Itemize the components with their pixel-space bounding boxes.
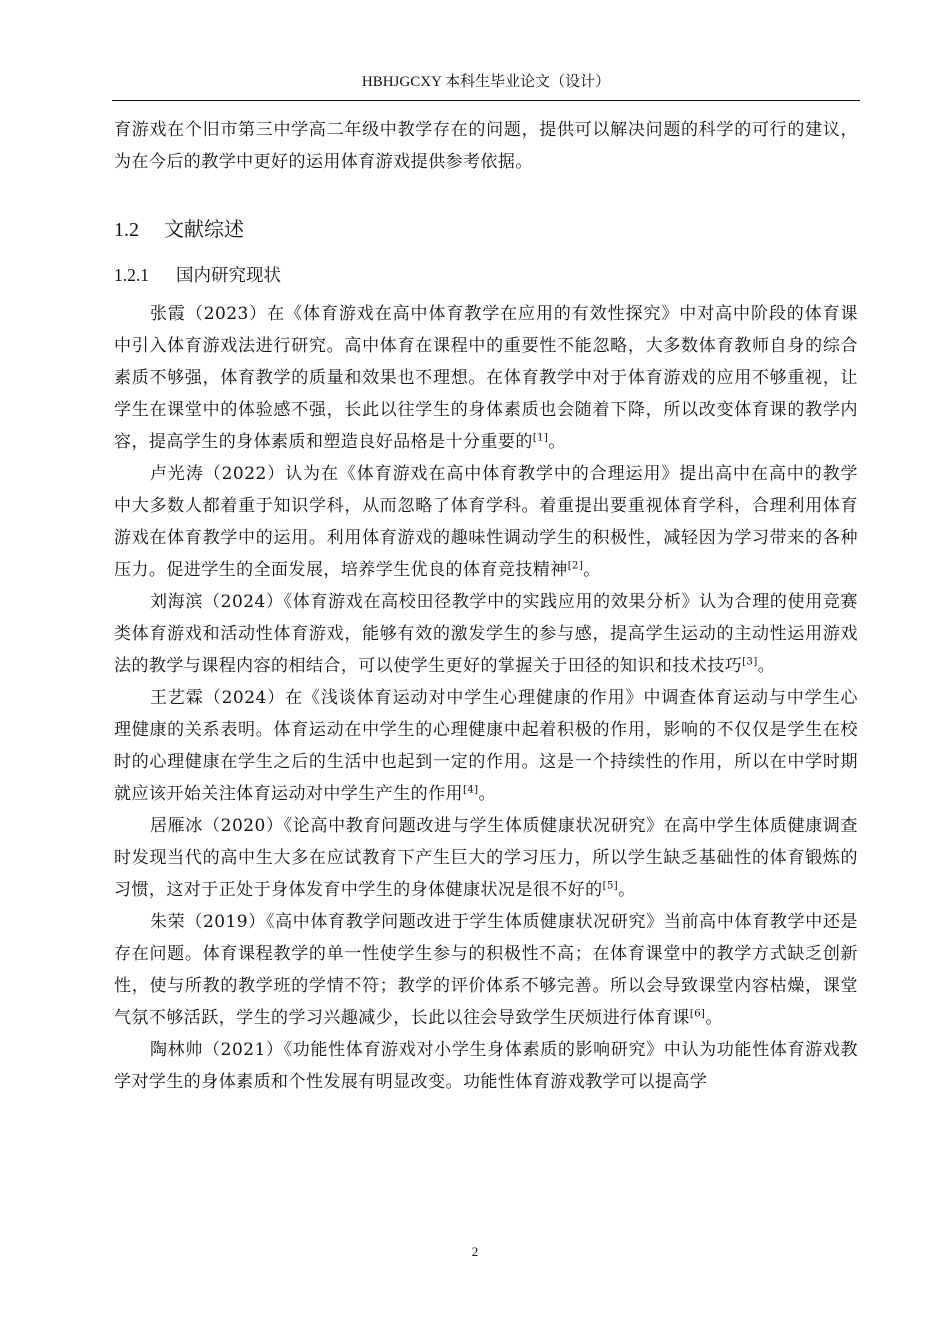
- paragraph-wang-yilin: [114, 682, 858, 810]
- page-body: [114, 114, 858, 1098]
- paragraph-ju-yanbing: [114, 810, 858, 906]
- paragraph-zhang-xia: [114, 298, 858, 458]
- subsection-heading: [114, 256, 858, 294]
- paragraph-lu-guangtao: [114, 458, 858, 586]
- subsection-number: 1.2.1: [114, 265, 149, 285]
- intro-paragraph: 育游戏在个旧市第三中学高二年级中教学存在的问题，提供可以解决问题的科学的可行的建议，为在今后的教学中更好的运用体育游戏提供参考依据。: [114, 120, 858, 172]
- citation-ref: [4]: [463, 784, 479, 796]
- section-number: 1.2: [114, 219, 139, 241]
- paragraph-text: 刘海滨（2024）《体育游戏在高校田径教学中的实践应用的效果分析》认为合理的使用竞赛类体育游戏和活动性体育游戏，能够有效的激发学生的参与感，提高学生运动的主动性运用游戏法的教学与课程内容的相结合，可以使学生更好的掌握关于田径的知识和技术技巧: [114, 592, 858, 676]
- running-header: HBHJGCXY 本科生毕业论文（设计）: [361, 74, 611, 90]
- citation-ref: [6]: [689, 1008, 706, 1020]
- citation-ref: [2]: [567, 560, 584, 572]
- paragraph-end: 。: [478, 784, 496, 804]
- paragraph-liu-haibin: [114, 586, 858, 682]
- paragraph-text: 居雁冰（2020）《论高中教育问题改进与学生体质健康状况研究》在高中学生体质健康调查时发现当代的高中生大多在应试教育下产生巨大的学习压力，所以学生缺乏基础性的体育锻炼的习惯，这对于正处于身体发育中学生的身体健康状况是很不好的: [114, 816, 858, 900]
- paragraph-end: 。: [757, 656, 776, 676]
- paragraph-text: 陶林帅（2021）《功能性体育游戏对小学生身体素质的影响研究》中认为功能性体育游戏教学对学生的身体素质和个性发展有明显改变。功能性体育游戏教学可以提高学: [114, 1040, 858, 1092]
- paragraph-end: 。: [705, 1008, 723, 1028]
- paragraph-zhu-rong: [114, 906, 858, 1034]
- citation-ref: [3]: [742, 656, 758, 668]
- paragraph-tao-linshuai: [114, 1034, 858, 1098]
- paragraph-text: 卢光涛（2022）认为在《体育游戏在高中体育教学中的合理运用》提出高中在高中的教学中大多数人都着重于知识学科，从而忽略了体育学科。着重提出要重视体育学科，合理利用体育游戏在体育教学中的运用。利用体育游戏的趣味性调动学生的积极性，减轻因为学习带来的各种压力。促进学生的全面发展，培养学生优良的体育竞技精神: [114, 464, 858, 580]
- paragraph-text: 张霞（2023）在《体育游戏在高中体育教学在应用的有效性探究》中对高中阶段的体育课中引入体育游戏法进行研究。高中体育在课程中的重要性不能忽略，大多数体育教师自身的综合素质不够强，体育教学的质量和效果也不理想。在体育教学中对于体育游戏的应用不够重视，让学生在课堂中的体验感不强，长此以往学生的身体素质也会随着下降，所以改变体育课的教学内容，提高学生的身体素质和塑造良好品格是十分重要的: [114, 304, 858, 452]
- paragraph-text: 朱荣（2019）《高中体育教学问题改进于学生体质健康状况研究》当前高中体育教学中还是存在问题。体育课程教学的单一性使学生参与的积极性不高；在体育课堂中的教学方式缺乏创新性，使与所教的教学班的学情不符；教学的评价体系不够完善。所以会导致课堂内容枯燥，课堂气氛不够活跃，学生的学习兴趣减少，长此以往会导致学生厌烦进行体育课: [114, 912, 858, 1028]
- paragraph-end: 。: [618, 880, 636, 900]
- paragraph-end: 。: [583, 560, 601, 580]
- subsection-title: 国内研究现状: [176, 266, 281, 286]
- section-title: 文献综述: [164, 217, 244, 241]
- section-heading: [114, 206, 858, 252]
- header-rule: [112, 100, 860, 101]
- page-number: 2: [471, 1244, 479, 1259]
- citation-ref: [5]: [602, 880, 619, 892]
- paragraph-text: 王艺霖（2024）在《浅谈体育运动对中学生心理健康的作用》中调查体育运动与中学生心理健康的关系表明。体育运动在中学生的心理健康中起着积极的作用，影响的不仅仅是学生在校时的心理健康在学生之后的生活中也起到一定的作用。这是一个持续性的作用，所以在中学时期就应该开始关注体育运动对中学生产生的作用: [114, 688, 858, 804]
- paragraph-end: 。: [548, 432, 566, 452]
- citation-ref: [1]: [532, 432, 549, 444]
